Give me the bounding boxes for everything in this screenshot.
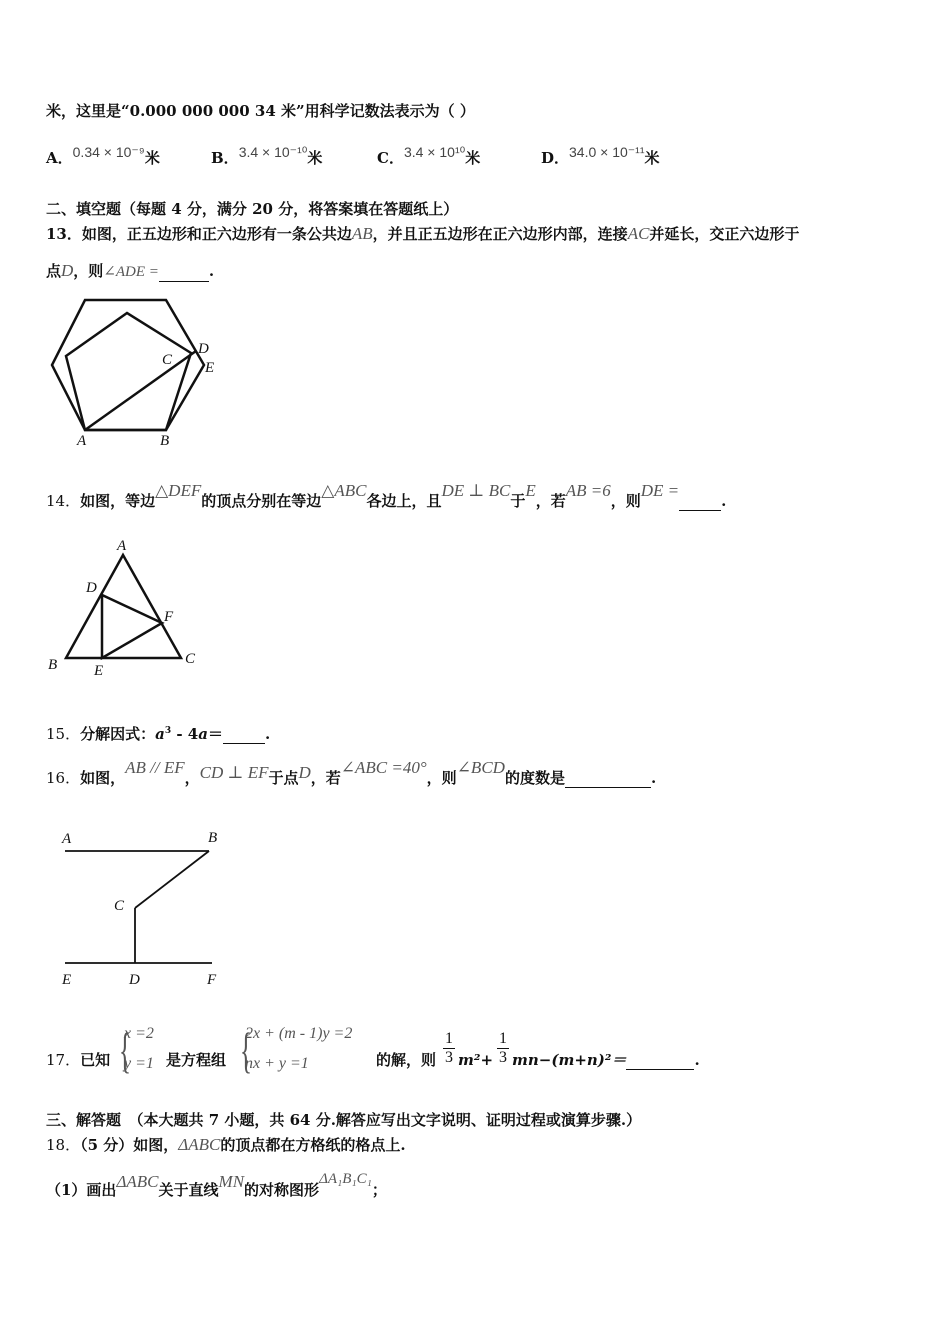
q17-eq-2: nx + y =1 <box>245 1055 309 1072</box>
option-value: 3.4 × 10¹⁰ <box>403 144 466 160</box>
label-f: F <box>164 609 174 625</box>
label-a: A <box>77 433 87 449</box>
q14-text: ，则 <box>610 492 641 510</box>
q14-text: 的顶点分别在等边 <box>201 492 322 510</box>
q14-math-e: E <box>525 481 536 500</box>
option-letter: C． <box>377 149 404 167</box>
line-bc <box>135 851 209 908</box>
q13-text: ，则 <box>73 262 104 280</box>
option-value: 0.34 × 10⁻⁹ <box>72 144 145 160</box>
q18-p1-text: 的对称图形 <box>244 1181 320 1199</box>
q18-p1-math-abc: ΔABC <box>116 1172 159 1191</box>
q15-end: . <box>264 725 271 743</box>
q17-fraction-2 <box>497 1030 509 1067</box>
q17-end: . <box>694 1051 700 1069</box>
q18-p1-text: （1）画出 <box>46 1181 117 1199</box>
q15-var-a2: a <box>198 725 208 743</box>
q18-part1 <box>46 1171 387 1201</box>
q13-text: 并延长，交正六边形于 <box>649 225 800 243</box>
q14-text: ，若 <box>535 492 566 510</box>
q17-num: 17． <box>46 1051 81 1069</box>
q15-text: 分解因式： <box>80 725 156 743</box>
q13-math-angle: ∠ADE = <box>103 264 159 280</box>
q18-text: 的顶点都在方格纸的格点上. <box>220 1136 406 1154</box>
label-b: B <box>208 830 218 846</box>
q16-text: ，若 <box>310 769 341 787</box>
q17-frac-num: 1 <box>445 1030 453 1047</box>
option-letter: D． <box>541 149 570 167</box>
q18-line <box>46 1135 406 1155</box>
q14-end: . <box>721 492 727 510</box>
option-unit: 米 <box>644 149 660 167</box>
q14-math-de: DE = <box>640 481 680 500</box>
q17-sol-1: x =2 <box>124 1025 154 1042</box>
q17-fraction-1 <box>443 1030 455 1067</box>
label-c: C <box>114 898 125 914</box>
q17-eq-1: 2x + (m - 1)y =2 <box>245 1025 353 1042</box>
q17-term-1: m²+ <box>458 1051 494 1069</box>
q15-var-a: a <box>155 725 165 743</box>
q15-num: 15． <box>46 725 81 743</box>
q14-text: 于 <box>510 492 526 510</box>
label-d: D <box>198 341 209 357</box>
q15-eq: ＝ <box>207 725 223 743</box>
q18-p1-text: 关于直线 <box>158 1181 219 1199</box>
label-d: D <box>86 580 97 596</box>
label-b: B <box>48 657 58 673</box>
q15-exponent: 3 <box>164 726 172 736</box>
q17-start <box>46 1050 110 1070</box>
q16-text: 的度数是 <box>504 769 565 787</box>
q17-brace-solution: { <box>119 1022 131 1078</box>
option-value: 3.4 × 10⁻¹⁰ <box>238 144 308 160</box>
q14-math-def: △DEF <box>155 481 202 500</box>
section3-title: 三、解答题 （本大题共 7 小题，共 64 分.解答应写出文字说明、证明过程或演算步骤.） <box>46 1111 642 1129</box>
q17-frac-num: 1 <box>499 1030 507 1047</box>
q17-answer-blank[interactable] <box>626 1053 694 1070</box>
q15-expr: - 4 <box>171 725 199 743</box>
section2-title: 二、填空题（每题 4 分，满分 20 分，将答案填在答题纸上） <box>46 200 459 218</box>
q13-math-ac: AC <box>627 224 650 243</box>
label-b: B <box>160 433 170 449</box>
label-f: F <box>207 972 217 988</box>
q18-score: （5 分）如图， <box>80 1136 179 1154</box>
q13-text: 13．如图，正五边形和正六边形有一条公共边 <box>46 225 352 243</box>
q13-text: 点 <box>46 262 62 280</box>
option-unit: 米 <box>307 149 323 167</box>
q14-math-ab6: AB =6 <box>565 481 611 500</box>
label-e: E <box>62 972 72 988</box>
q14-math-perp: DE ⊥ BC <box>441 481 511 500</box>
q14-text: 各边上，且 <box>366 492 442 510</box>
label-a: A <box>62 831 72 847</box>
q12-stem: 米，这里是“0.000 000 000 34 米”用科学记数法表示为（ ） <box>46 102 475 120</box>
q17-term-2 <box>512 1050 700 1070</box>
q17-text: 已知 <box>80 1051 111 1069</box>
label-e: E <box>205 360 215 376</box>
q16-math-perp: CD ⊥ EF <box>199 763 269 782</box>
q13-end: . <box>208 262 215 280</box>
q14-num: 14． <box>46 492 81 510</box>
q13-text: ，并且正五边形在正六边形内部，连接 <box>372 225 628 243</box>
q16-text: 于点 <box>268 769 299 787</box>
q18-p1-math-a1b1c1: ΔA₁B₁C₁ <box>319 1171 372 1187</box>
q13-math-ab: AB <box>351 224 373 243</box>
q18-math-abc: ΔABC <box>178 1135 221 1154</box>
q16-math-d: D <box>298 763 311 782</box>
q16-math-angle: ∠ABC =40° <box>340 758 427 777</box>
q16-end: . <box>650 769 657 787</box>
q18-p1-end: ； <box>371 1181 387 1199</box>
q14-math-abc: △ABC <box>321 481 367 500</box>
option-unit: 米 <box>144 149 160 167</box>
q14-text: 如图，等边 <box>80 492 156 510</box>
option-letter: B． <box>211 149 239 167</box>
option-value: 34.0 × 10⁻¹¹ <box>569 144 645 160</box>
q16-comma: ， <box>184 769 200 787</box>
q16-text: 如图， <box>80 769 126 787</box>
q17-sol-2: y =1 <box>124 1055 154 1072</box>
q17-text-b: 是方程组 <box>166 1051 227 1069</box>
label-e: E <box>94 663 104 679</box>
label-c: C <box>162 352 173 368</box>
q16-math-bcd: ∠BCD <box>456 758 505 777</box>
q18-num: 18． <box>46 1136 81 1154</box>
option-unit: 米 <box>465 149 481 167</box>
label-c: C <box>185 651 196 667</box>
q16-text: ，则 <box>426 769 457 787</box>
q17-brace-system: { <box>240 1022 252 1078</box>
q16-math-parallel: AB // EF <box>125 758 185 777</box>
q13-math-d: D <box>61 261 74 280</box>
label-d: D <box>129 972 140 988</box>
q18-p1-math-mn: MN <box>218 1172 245 1191</box>
label-a: A <box>117 538 127 554</box>
option-letter: A． <box>46 149 73 167</box>
q17-frac-den: 3 <box>499 1049 507 1066</box>
q17-frac-den: 3 <box>445 1049 453 1066</box>
q17-expr: mn−(m+n)²＝ <box>512 1051 627 1069</box>
q17-text-c: 的解，则 <box>376 1051 437 1069</box>
q16-num: 16． <box>46 769 81 787</box>
